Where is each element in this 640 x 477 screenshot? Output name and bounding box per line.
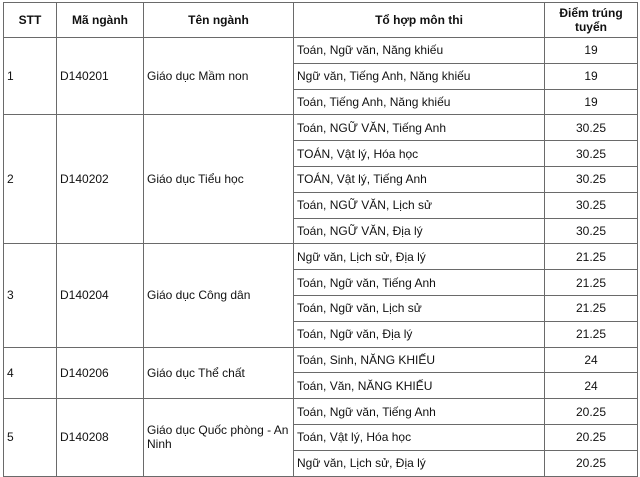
score-cell: 20.25 [545, 399, 638, 425]
subject-combo-cell: TOÁN, Vật lý, Hóa học [294, 141, 545, 167]
major-name-cell: Giáo dục Công dân [144, 244, 294, 347]
header-row [4, 3, 638, 38]
subject-combo-cell: Toán, Ngữ văn, Năng khiếu [294, 38, 545, 64]
stt-cell: 5 [4, 399, 57, 476]
stt-cell: 4 [4, 347, 57, 399]
major-code-cell: D140201 [57, 38, 144, 115]
table-row [4, 115, 638, 141]
score-cell: 24 [545, 373, 638, 399]
score-cell: 21.25 [545, 270, 638, 296]
score-cell: 20.25 [545, 424, 638, 450]
subject-combo-cell: Toán, NGỮ VĂN, Lịch sử [294, 192, 545, 218]
stt-cell: 2 [4, 115, 57, 244]
table-row [4, 347, 638, 373]
major-code-cell: D140208 [57, 399, 144, 476]
subject-combo-cell: Toán, NGỮ VĂN, Tiếng Anh [294, 115, 545, 141]
major-name-cell: Giáo dục Quốc phòng - An Ninh [144, 399, 294, 476]
subject-combo-cell: Toán, Ngữ văn, Tiếng Anh [294, 270, 545, 296]
score-cell: 30.25 [545, 218, 638, 244]
score-cell: 19 [545, 63, 638, 89]
table-header [4, 3, 638, 38]
subject-combo-cell: Toán, Tiếng Anh, Năng khiếu [294, 89, 545, 115]
subject-combo-cell: Toán, NGỮ VĂN, Địa lý [294, 218, 545, 244]
subject-combo-cell: Toán, Sinh, NĂNG KHIẾU [294, 347, 545, 373]
subject-combo-cell: Ngữ văn, Tiếng Anh, Năng khiếu [294, 63, 545, 89]
stt-cell: 3 [4, 244, 57, 347]
table-body [4, 38, 638, 477]
score-cell: 30.25 [545, 141, 638, 167]
major-code-cell: D140204 [57, 244, 144, 347]
subject-combo-cell: Toán, Ngữ văn, Lịch sử [294, 295, 545, 321]
header-combo: Tổ hợp môn thi [294, 3, 545, 38]
header-score: Điểm trúng tuyển [545, 3, 638, 38]
major-code-cell: D140202 [57, 115, 144, 244]
table-row [4, 399, 638, 425]
subject-combo-cell: Toán, Ngữ văn, Tiếng Anh [294, 399, 545, 425]
admission-scores-table [3, 2, 638, 477]
score-cell: 30.25 [545, 115, 638, 141]
subject-combo-cell: Toán, Vật lý, Hóa học [294, 424, 545, 450]
score-cell: 19 [545, 89, 638, 115]
score-cell: 21.25 [545, 295, 638, 321]
stt-cell: 1 [4, 38, 57, 115]
subject-combo-cell: Ngữ văn, Lịch sử, Địa lý [294, 244, 545, 270]
header-stt: STT [4, 3, 57, 38]
subject-combo-cell: Toán, Ngữ văn, Địa lý [294, 321, 545, 347]
score-cell: 19 [545, 38, 638, 64]
score-cell: 30.25 [545, 192, 638, 218]
major-name-cell: Giáo dục Thể chất [144, 347, 294, 399]
table-row [4, 38, 638, 64]
major-code-cell: D140206 [57, 347, 144, 399]
score-cell: 24 [545, 347, 638, 373]
table-row [4, 244, 638, 270]
major-name-cell: Giáo dục Tiểu học [144, 115, 294, 244]
major-name-cell: Giáo dục Mầm non [144, 38, 294, 115]
subject-combo-cell: Ngữ văn, Lịch sử, Địa lý [294, 450, 545, 476]
score-cell: 21.25 [545, 244, 638, 270]
header-code: Mã ngành [57, 3, 144, 38]
header-name: Tên ngành [144, 3, 294, 38]
subject-combo-cell: TOÁN, Vật lý, Tiếng Anh [294, 166, 545, 192]
score-cell: 21.25 [545, 321, 638, 347]
score-cell: 30.25 [545, 166, 638, 192]
subject-combo-cell: Toán, Văn, NĂNG KHIẾU [294, 373, 545, 399]
score-cell: 20.25 [545, 450, 638, 476]
